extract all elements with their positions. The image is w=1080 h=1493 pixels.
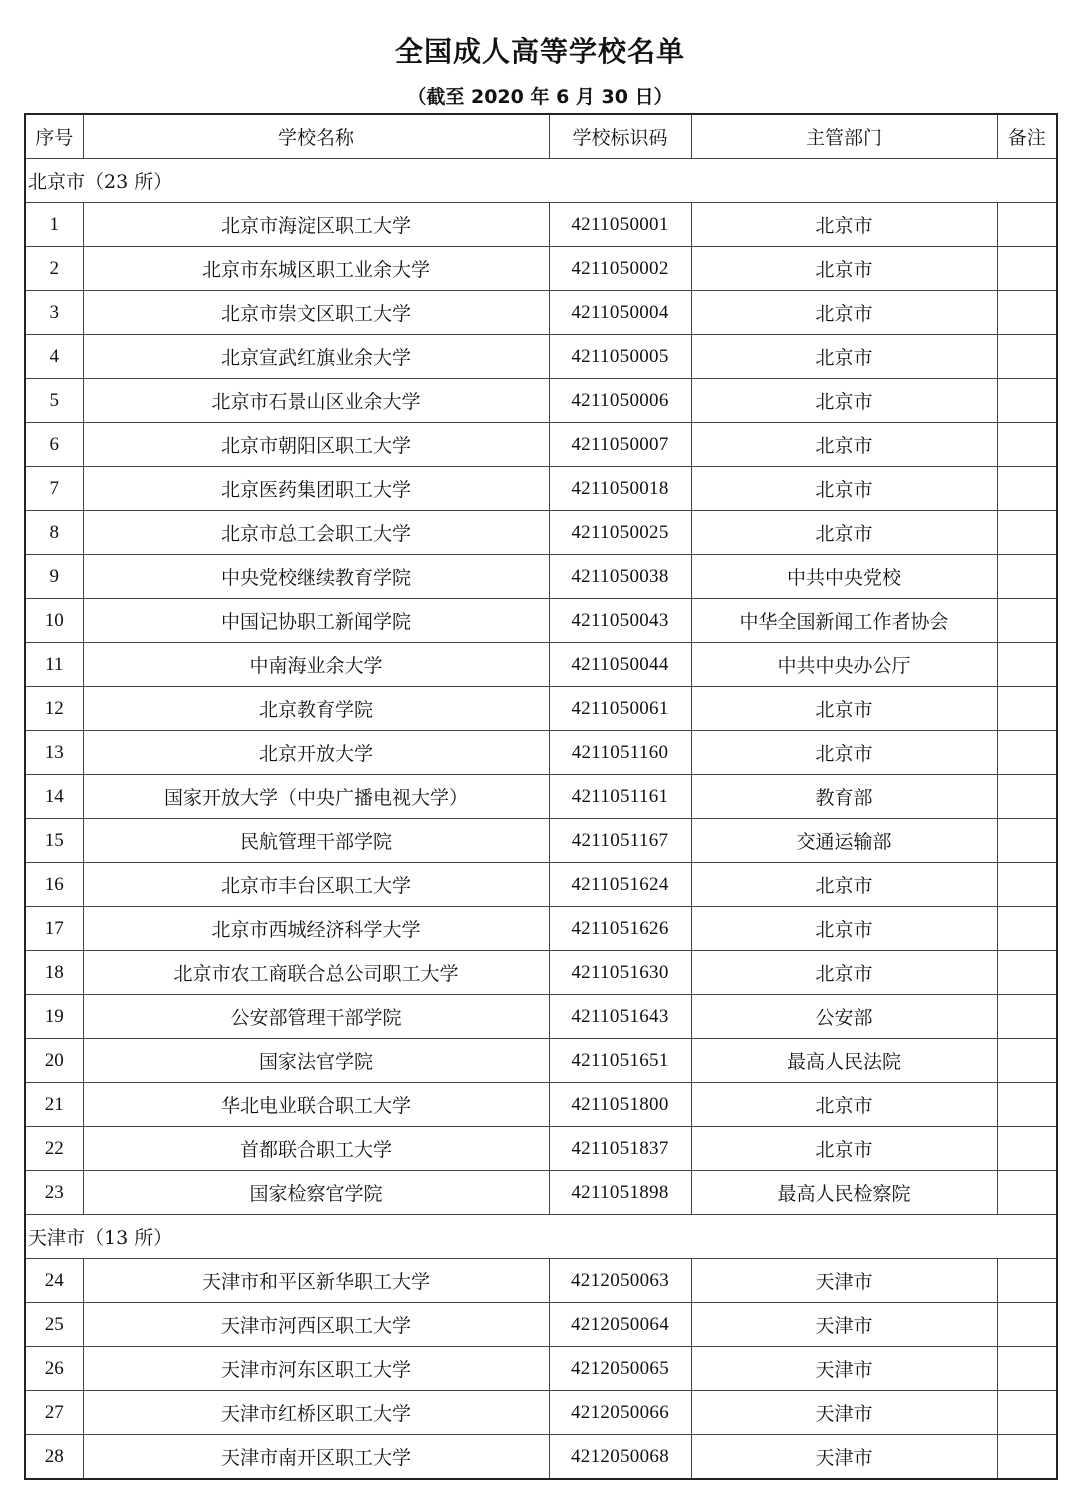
cell-department: 天津市 (691, 1391, 997, 1435)
cell-school-name: 北京市农工商联合总公司职工大学 (83, 951, 549, 995)
table-header-row (25, 114, 1057, 159)
cell-note (997, 1347, 1057, 1391)
cell-school-code: 4211050001 (549, 203, 691, 247)
cell-department: 北京市 (691, 863, 997, 907)
cell-school-code: 4211050006 (549, 379, 691, 423)
cell-school-code: 4211051161 (549, 775, 691, 819)
cell-school-name: 北京市东城区职工业余大学 (83, 247, 549, 291)
cell-school-code: 4211051167 (549, 819, 691, 863)
school-list-table (24, 113, 1058, 1480)
cell-note (997, 291, 1057, 335)
cell-school-code: 4211050043 (549, 599, 691, 643)
cell-school-name: 天津市红桥区职工大学 (83, 1391, 549, 1435)
cell-seq: 7 (25, 467, 83, 511)
cell-seq: 6 (25, 423, 83, 467)
table-row (25, 247, 1057, 291)
section-label: 北京市（23 所） (25, 159, 1057, 203)
cell-school-name: 北京开放大学 (83, 731, 549, 775)
cell-school-name: 天津市河西区职工大学 (83, 1303, 549, 1347)
cell-school-name: 北京市石景山区业余大学 (83, 379, 549, 423)
cell-note (997, 555, 1057, 599)
cell-department: 中华全国新闻工作者协会 (691, 599, 997, 643)
cell-school-code: 4211051624 (549, 863, 691, 907)
table-row (25, 1303, 1057, 1347)
cell-school-name: 北京医药集团职工大学 (83, 467, 549, 511)
section-row (25, 1215, 1057, 1259)
cell-school-name: 中南海业余大学 (83, 643, 549, 687)
cell-seq: 18 (25, 951, 83, 995)
cell-school-name: 天津市河东区职工大学 (83, 1347, 549, 1391)
page-title: 全国成人高等学校名单 (394, 35, 685, 68)
cell-note (997, 1039, 1057, 1083)
cell-note (997, 599, 1057, 643)
cell-note (997, 423, 1057, 467)
table-body (25, 159, 1057, 1480)
cell-seq: 22 (25, 1127, 83, 1171)
cell-note (997, 1127, 1057, 1171)
cell-department: 北京市 (691, 291, 997, 335)
cell-school-code: 4211050025 (549, 511, 691, 555)
header-note: 备注 (997, 114, 1057, 159)
cell-school-code: 4211050004 (549, 291, 691, 335)
cell-note (997, 951, 1057, 995)
table-row (25, 863, 1057, 907)
header-school-name: 学校名称 (83, 114, 549, 159)
cell-school-code: 4212050063 (549, 1259, 691, 1303)
cell-note (997, 819, 1057, 863)
table-row (25, 1127, 1057, 1171)
cell-school-code: 4211050018 (549, 467, 691, 511)
cell-note (997, 687, 1057, 731)
cell-department: 北京市 (691, 687, 997, 731)
table-row (25, 775, 1057, 819)
cell-school-code: 4211050005 (549, 335, 691, 379)
cell-seq: 2 (25, 247, 83, 291)
cell-seq: 24 (25, 1259, 83, 1303)
cell-school-name: 国家检察官学院 (83, 1171, 549, 1215)
cell-department: 北京市 (691, 907, 997, 951)
cell-seq: 20 (25, 1039, 83, 1083)
cell-school-code: 4211051898 (549, 1171, 691, 1215)
cell-department: 北京市 (691, 379, 997, 423)
table-row (25, 423, 1057, 467)
cell-school-code: 4212050065 (549, 1347, 691, 1391)
cell-school-name: 首都联合职工大学 (83, 1127, 549, 1171)
cell-school-code: 4211050038 (549, 555, 691, 599)
table-row (25, 643, 1057, 687)
table-row (25, 203, 1057, 247)
table-row (25, 1039, 1057, 1083)
cell-school-name: 公安部管理干部学院 (83, 995, 549, 1039)
cell-note (997, 1083, 1057, 1127)
cell-department: 北京市 (691, 203, 997, 247)
cell-school-code: 4211051651 (549, 1039, 691, 1083)
cell-seq: 9 (25, 555, 83, 599)
table-row (25, 907, 1057, 951)
cell-note (997, 379, 1057, 423)
cell-note (997, 335, 1057, 379)
cell-seq: 17 (25, 907, 83, 951)
cell-school-name: 北京市朝阳区职工大学 (83, 423, 549, 467)
cell-school-name: 中央党校继续教育学院 (83, 555, 549, 599)
cell-school-name: 华北电业联合职工大学 (83, 1083, 549, 1127)
cell-note (997, 247, 1057, 291)
cell-department: 中共中央党校 (691, 555, 997, 599)
cell-note (997, 731, 1057, 775)
cell-school-code: 4211051160 (549, 731, 691, 775)
cell-school-name: 民航管理干部学院 (83, 819, 549, 863)
cell-note (997, 467, 1057, 511)
cell-note (997, 203, 1057, 247)
cell-seq: 25 (25, 1303, 83, 1347)
cell-school-code: 4211050007 (549, 423, 691, 467)
table-row (25, 1171, 1057, 1215)
cell-note (997, 1259, 1057, 1303)
cell-department: 天津市 (691, 1435, 997, 1480)
cell-department: 北京市 (691, 1083, 997, 1127)
cell-seq: 28 (25, 1435, 83, 1480)
cell-school-code: 4211051837 (549, 1127, 691, 1171)
cell-department: 公安部 (691, 995, 997, 1039)
cell-seq: 21 (25, 1083, 83, 1127)
table-row (25, 467, 1057, 511)
cell-seq: 11 (25, 643, 83, 687)
cell-department: 交通运输部 (691, 819, 997, 863)
cell-seq: 4 (25, 335, 83, 379)
cell-department: 最高人民法院 (691, 1039, 997, 1083)
header-department: 主管部门 (691, 114, 997, 159)
cell-note (997, 907, 1057, 951)
cell-department: 最高人民检察院 (691, 1171, 997, 1215)
cell-school-name: 天津市南开区职工大学 (83, 1435, 549, 1480)
cell-seq: 23 (25, 1171, 83, 1215)
cell-school-code: 4211050002 (549, 247, 691, 291)
table-row (25, 1435, 1057, 1480)
cell-seq: 8 (25, 511, 83, 555)
table-row (25, 951, 1057, 995)
cell-school-code: 4212050066 (549, 1391, 691, 1435)
table-row (25, 687, 1057, 731)
cell-school-name: 北京市海淀区职工大学 (83, 203, 549, 247)
table-row (25, 335, 1057, 379)
cell-school-name: 北京市丰台区职工大学 (83, 863, 549, 907)
cell-seq: 15 (25, 819, 83, 863)
cell-department: 教育部 (691, 775, 997, 819)
table-row (25, 1259, 1057, 1303)
cell-department: 北京市 (691, 423, 997, 467)
cell-department: 北京市 (691, 467, 997, 511)
cell-school-name: 北京市西城经济科学大学 (83, 907, 549, 951)
cell-seq: 16 (25, 863, 83, 907)
cell-seq: 14 (25, 775, 83, 819)
cell-school-code: 4212050068 (549, 1435, 691, 1480)
table-row (25, 1391, 1057, 1435)
header-school-code: 学校标识码 (549, 114, 691, 159)
cell-school-name: 中国记协职工新闻学院 (83, 599, 549, 643)
cell-school-name: 国家法官学院 (83, 1039, 549, 1083)
cell-department: 北京市 (691, 335, 997, 379)
cell-note (997, 775, 1057, 819)
table-row (25, 511, 1057, 555)
cell-school-name: 北京教育学院 (83, 687, 549, 731)
section-label: 天津市（13 所） (25, 1215, 1057, 1259)
cell-department: 北京市 (691, 1127, 997, 1171)
cell-note (997, 1303, 1057, 1347)
table-row (25, 555, 1057, 599)
cell-school-code: 4211050061 (549, 687, 691, 731)
cell-note (997, 1391, 1057, 1435)
cell-note (997, 995, 1057, 1039)
cell-seq: 5 (25, 379, 83, 423)
table-row (25, 599, 1057, 643)
cell-seq: 10 (25, 599, 83, 643)
page-subtitle: （截至 2020 年 6 月 30 日） (407, 86, 673, 108)
table-row (25, 1083, 1057, 1127)
cell-department: 天津市 (691, 1303, 997, 1347)
table-row (25, 1347, 1057, 1391)
cell-department: 北京市 (691, 511, 997, 555)
cell-school-code: 4211051626 (549, 907, 691, 951)
cell-school-code: 4212050064 (549, 1303, 691, 1347)
cell-department: 北京市 (691, 951, 997, 995)
cell-seq: 1 (25, 203, 83, 247)
cell-seq: 3 (25, 291, 83, 335)
cell-note (997, 1435, 1057, 1480)
cell-department: 北京市 (691, 247, 997, 291)
cell-note (997, 643, 1057, 687)
table-row (25, 995, 1057, 1039)
cell-seq: 26 (25, 1347, 83, 1391)
cell-department: 中共中央办公厅 (691, 643, 997, 687)
cell-note (997, 1171, 1057, 1215)
cell-seq: 13 (25, 731, 83, 775)
table-row (25, 731, 1057, 775)
section-row (25, 159, 1057, 203)
cell-seq: 19 (25, 995, 83, 1039)
cell-school-name: 国家开放大学（中央广播电视大学） (83, 775, 549, 819)
cell-school-name: 北京宣武红旗业余大学 (83, 335, 549, 379)
header-seq: 序号 (25, 114, 83, 159)
cell-seq: 27 (25, 1391, 83, 1435)
cell-school-name: 天津市和平区新华职工大学 (83, 1259, 549, 1303)
cell-school-code: 4211051643 (549, 995, 691, 1039)
cell-department: 天津市 (691, 1347, 997, 1391)
table-row (25, 379, 1057, 423)
table-row (25, 291, 1057, 335)
table-row (25, 819, 1057, 863)
cell-note (997, 511, 1057, 555)
cell-seq: 12 (25, 687, 83, 731)
cell-school-name: 北京市总工会职工大学 (83, 511, 549, 555)
cell-school-code: 4211051630 (549, 951, 691, 995)
cell-note (997, 863, 1057, 907)
cell-department: 北京市 (691, 731, 997, 775)
cell-school-code: 4211051800 (549, 1083, 691, 1127)
cell-department: 天津市 (691, 1259, 997, 1303)
cell-school-code: 4211050044 (549, 643, 691, 687)
cell-school-name: 北京市崇文区职工大学 (83, 291, 549, 335)
